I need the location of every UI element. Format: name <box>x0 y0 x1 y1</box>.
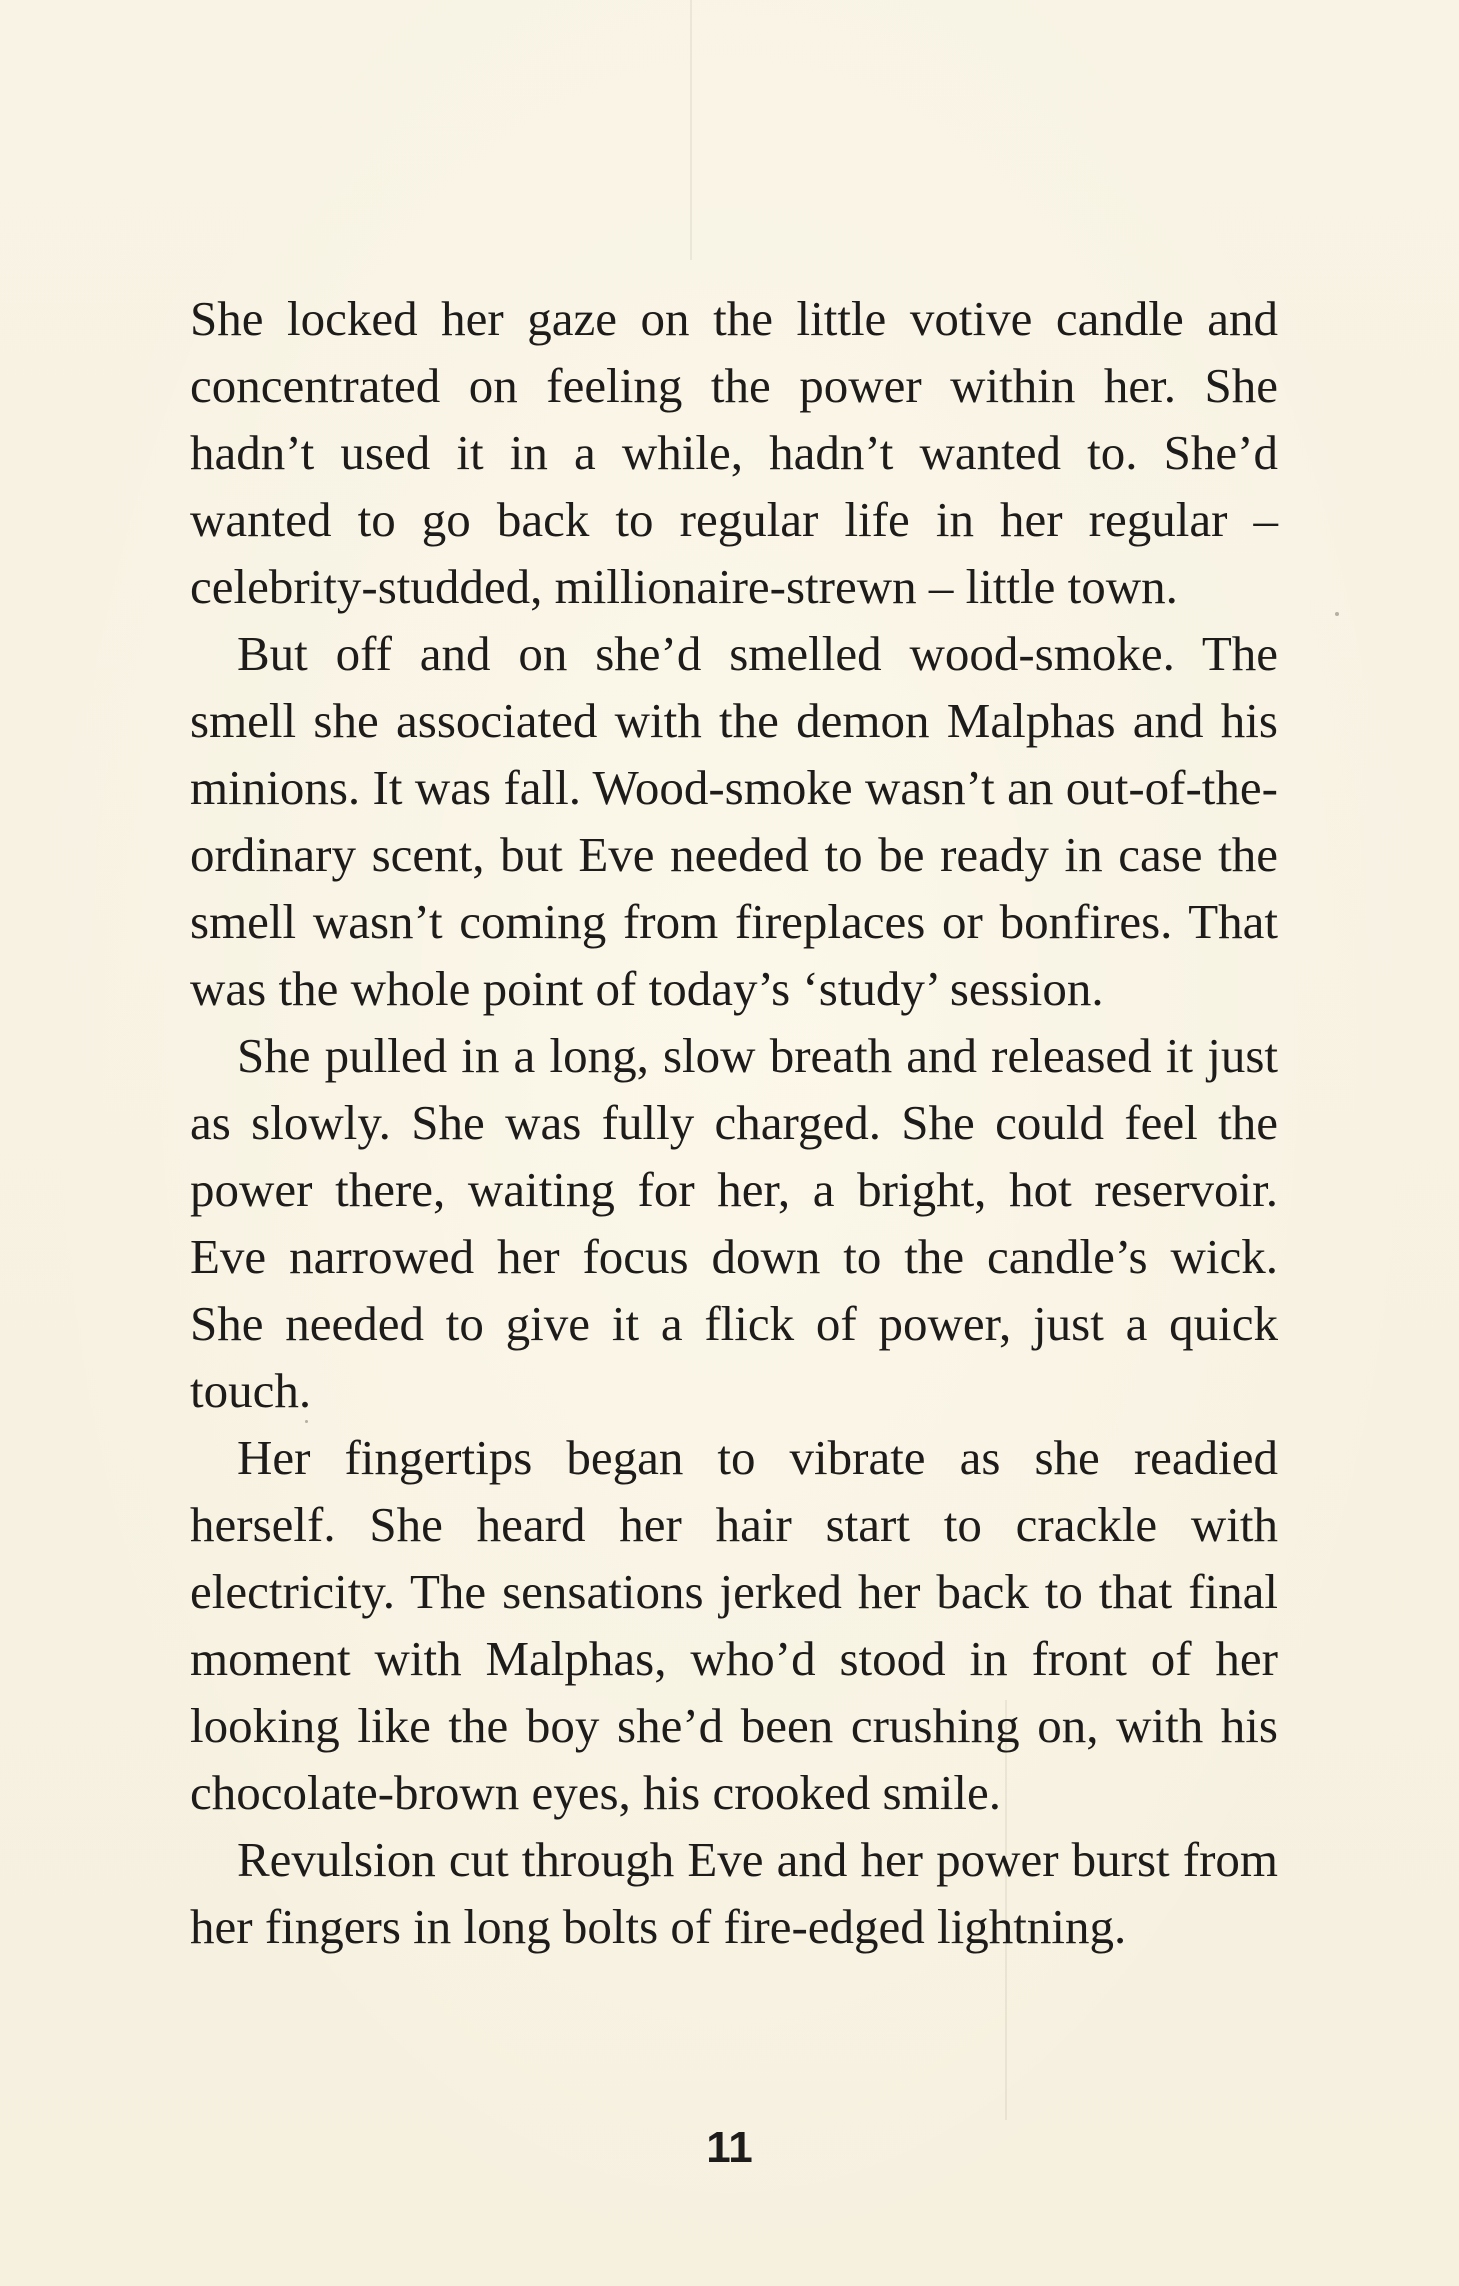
paragraph: She pulled in a long, slow breath and released it just as slowly. She was fully charged. She could feel the power there, waiting for her, a bright, hot reservoir. Eve narrowed her focus down to the candle’s wick. She needed to give it a flick of power, just a quick touch. <box>190 1028 1278 1418</box>
paragraph: She locked her gaze on the little votive candle and concentrated on feeling the power within her. She hadn’t used it in a while, hadn’t wanted to. She’d wanted to go back to regular life in her regular – celebrity-studded, millionaire-strewn – little town. <box>190 291 1278 614</box>
paper-speck <box>1335 612 1339 616</box>
paragraph: But off and on she’d smelled wood-smoke. The smell she associated with the demon Malphas and his minions. It was fall. Wood-smoke wasn’t an out-of-the-ordinary scent, but Eve needed to be ready in case the smell wasn’t coming from fireplaces or bonfires. That was the whole point of today’s ‘study’ session. <box>190 626 1278 1016</box>
paragraph: Her fingertips began to vibrate as she readied herself. She heard her hair start to crackle with electricity. The sensations jerked her back to that final moment with Malphas, who’d stood in front of her looking like the boy she’d been crushing on, with his chocolate-brown eyes, his crooked smile. <box>190 1430 1278 1820</box>
page-number: 11 <box>706 2123 753 2172</box>
paragraph: Revulsion cut through Eve and her power burst from her fingers in long bolts of fire-edged lightning. <box>190 1832 1278 1954</box>
paper-crease <box>690 0 692 260</box>
body-text <box>190 285 1278 1960</box>
